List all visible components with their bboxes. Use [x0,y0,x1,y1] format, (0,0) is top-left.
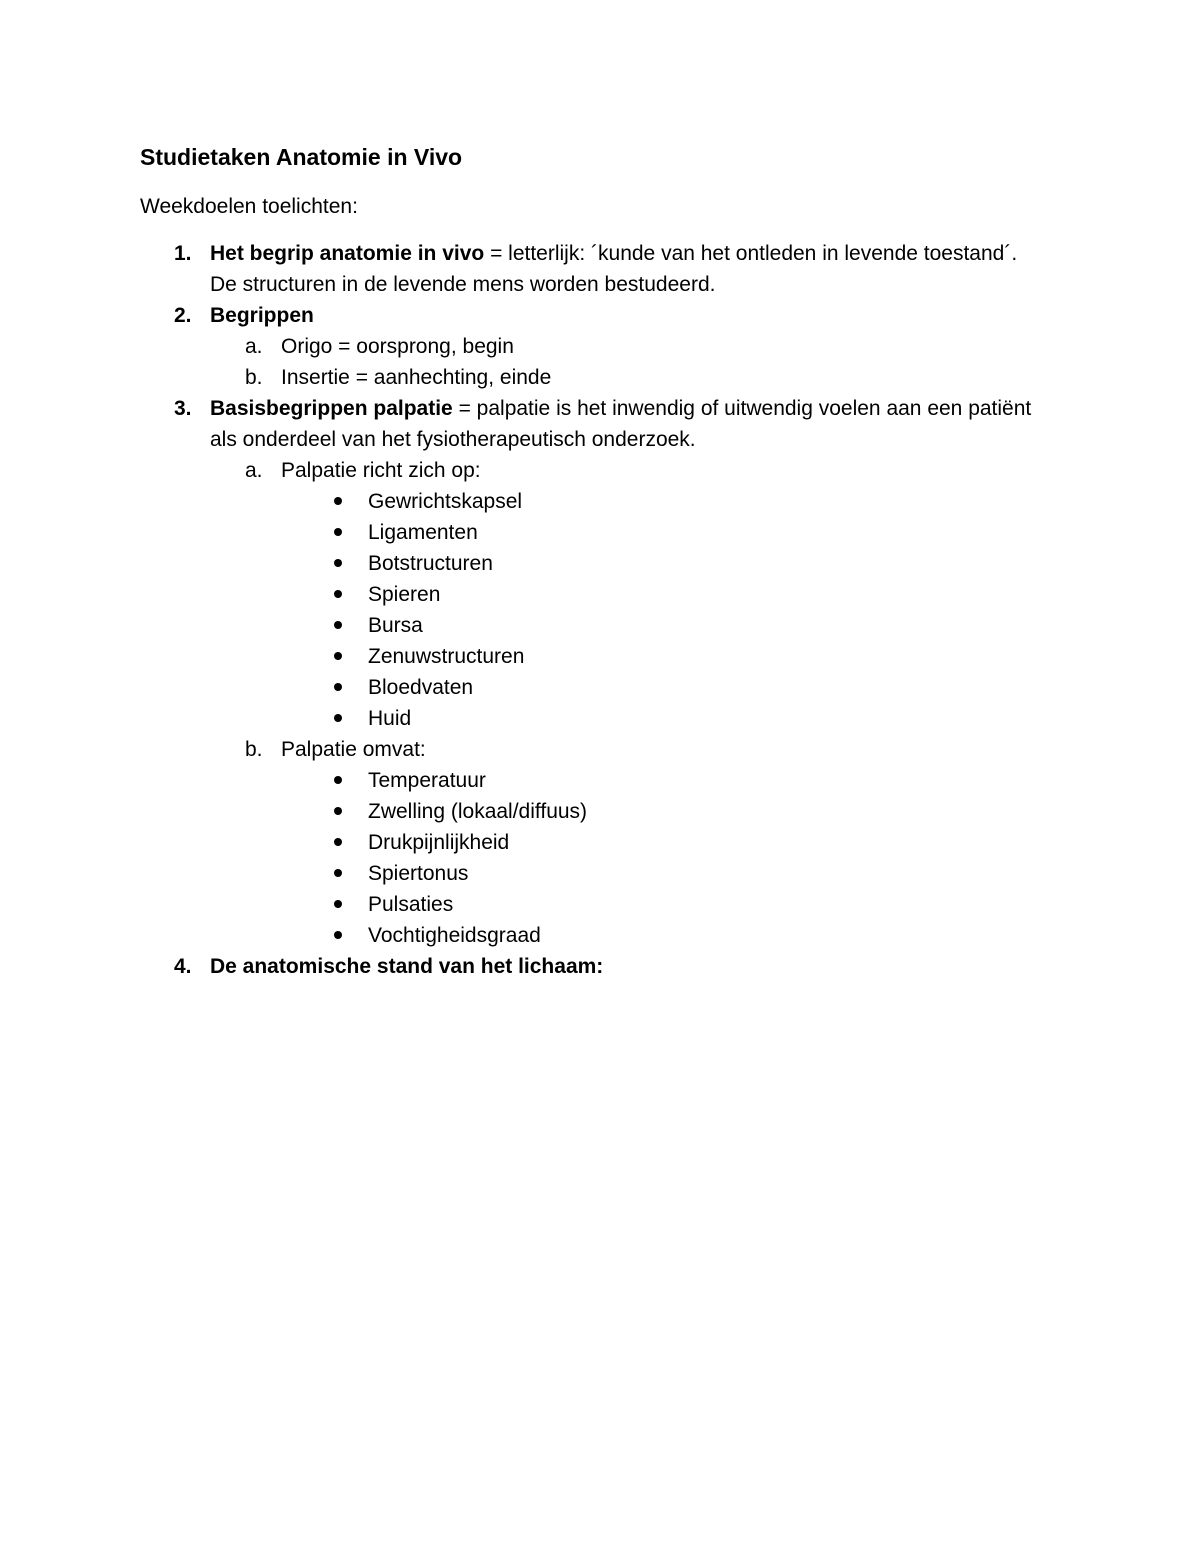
bullet-icon [334,652,342,660]
bullet-text: Huid [368,707,412,730]
bullet-icon [334,714,342,722]
sub-text: Origo = oorsprong, begin [281,335,514,358]
bullet-icon [334,528,342,536]
bullet-text: Zwelling (lokaal/diffuus) [368,800,588,823]
sub-text: Palpatie omvat: [281,738,426,761]
list-item-term: Begrippen [210,304,314,327]
list-number: 4. [174,955,192,978]
bullet-text: Gewrichtskapsel [368,490,523,513]
list-item-term: Basisbegrippen palpatie [210,397,453,420]
bullet-icon [334,776,342,784]
list-number: 1. [174,242,192,265]
bullet-icon [334,869,342,877]
intro-text: Weekdoelen toelichten: [140,195,358,218]
sub-letter: a. [245,335,263,358]
bullet-text: Ligamenten [368,521,478,544]
bullet-text: Bursa [368,614,423,637]
sub-text: Insertie = aanhechting, einde [281,366,552,389]
bullet-text: Zenuwstructuren [368,645,525,668]
bullet-text: Drukpijnlijkheid [368,831,510,854]
bullet-icon [334,807,342,815]
bullet-text: Temperatuur [368,769,486,792]
bullet-icon [334,838,342,846]
bullet-text: Spiertonus [368,862,469,885]
list-item-3-continuation: als onderdeel van het fysiotherapeutisch onderzoek. [210,428,696,451]
sub-letter: b. [245,738,263,761]
bullet-text: Vochtigheidsgraad [368,924,541,947]
sub-letter: a. [245,459,263,482]
bullet-icon [334,683,342,691]
sub-text: Palpatie richt zich op: [281,459,481,482]
list-item-1-continuation: De structuren in de levende mens worden bestudeerd. [210,273,716,296]
bullet-text: Spieren [368,583,441,606]
list-number: 3. [174,397,192,420]
bullet-icon [334,900,342,908]
list-item-text [210,238,1017,269]
bullet-icon [334,559,342,567]
bullet-text: Pulsaties [368,893,454,916]
list-item-term: De anatomische stand van het lichaam: [210,955,604,978]
bullet-text: Bloedvaten [368,676,474,699]
bullet-icon [334,621,342,629]
bullet-icon [334,590,342,598]
list-item-text [210,393,1031,424]
document-title: Studietaken Anatomie in Vivo [140,144,463,170]
list-item-definition: = letterlijk: ´kunde van het ontleden in levende toestand´. [484,242,1018,265]
list-number: 2. [174,304,192,327]
bullet-text: Botstructuren [368,552,493,575]
list-item-term: Het begrip anatomie in vivo [210,242,485,265]
sub-letter: b. [245,366,263,389]
list-item-definition: = palpatie is het inwendig of uitwendig voelen aan een patiënt [452,397,1032,420]
bullet-icon [334,497,342,505]
bullet-icon [334,931,342,939]
